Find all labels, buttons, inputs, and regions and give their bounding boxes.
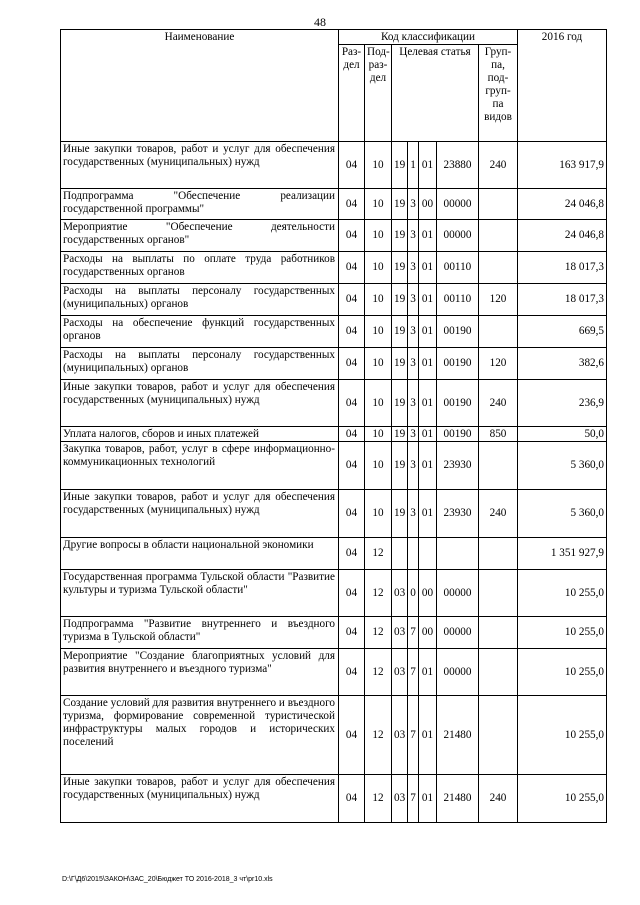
header-year: 2016 год	[518, 30, 607, 142]
row-target-direction: 21480	[437, 696, 479, 775]
row-razdel: 04	[339, 284, 365, 316]
row-target-program: 19	[392, 284, 408, 316]
row-amount: 10 255,0	[518, 570, 607, 617]
row-target-subprogram: 3	[408, 442, 419, 490]
row-target-direction: 00190	[437, 316, 479, 348]
row-name: Мероприятие "Обеспечение деятельности государственных органов"	[61, 220, 339, 252]
table-row	[61, 284, 607, 316]
row-target-subprogram: 7	[408, 617, 419, 649]
row-expense-type	[479, 220, 518, 252]
row-expense-type	[479, 189, 518, 220]
row-razdel: 04	[339, 696, 365, 775]
row-target-program: 19	[392, 490, 408, 538]
row-target-direction: 21480	[437, 775, 479, 823]
row-target-program: 03	[392, 696, 408, 775]
row-target-program: 19	[392, 442, 408, 490]
row-razdel: 04	[339, 427, 365, 442]
table-row	[61, 252, 607, 284]
row-expense-type: 240	[479, 490, 518, 538]
table-row	[61, 617, 607, 649]
row-target-event: 01	[419, 490, 437, 538]
row-expense-type: 240	[479, 380, 518, 427]
file-path-footer: D:\Г\Д6\2015\ЗАКОН\ЗАС_20\Бюджет ТО 2016-2018_3 чт\pr10.xls	[62, 876, 273, 883]
row-target-subprogram: 3	[408, 220, 419, 252]
row-amount: 382,6	[518, 348, 607, 380]
row-target-program: 19	[392, 189, 408, 220]
row-name: Государственная программа Тульской области "Развитие культуры и туризма Тульской области"	[61, 570, 339, 617]
row-target-subprogram: 3	[408, 380, 419, 427]
row-razdel: 04	[339, 189, 365, 220]
row-podrazdel: 10	[365, 442, 392, 490]
row-razdel: 04	[339, 538, 365, 570]
row-amount: 236,9	[518, 380, 607, 427]
row-podrazdel: 10	[365, 380, 392, 427]
table-row	[61, 775, 607, 823]
row-expense-type	[479, 252, 518, 284]
row-name: Закупка товаров, работ, услуг в сфере информационно-коммуникационных технологий	[61, 442, 339, 490]
header-razdel: Раз-дел	[339, 45, 365, 142]
row-name: Иные закупки товаров, работ и услуг для обеспечения государственных (муниципальных) нужд	[61, 142, 339, 189]
row-name: Иные закупки товаров, работ и услуг для обеспечения государственных (муниципальных) нужд	[61, 775, 339, 823]
row-podrazdel: 10	[365, 284, 392, 316]
row-target-direction: 00110	[437, 252, 479, 284]
row-razdel: 04	[339, 142, 365, 189]
row-name: Расходы на выплаты персоналу государственных (муниципальных) органов	[61, 284, 339, 316]
header-target: Целевая статья	[392, 45, 479, 142]
table-row	[61, 649, 607, 696]
row-podrazdel: 10	[365, 220, 392, 252]
row-razdel: 04	[339, 348, 365, 380]
row-expense-type: 240	[479, 775, 518, 823]
row-target-program: 03	[392, 617, 408, 649]
row-name: Подпрограмма "Развитие внутреннего и въездного туризма в Тульской области"	[61, 617, 339, 649]
row-target-direction: 00190	[437, 427, 479, 442]
header-code-group: Код классификации	[339, 30, 518, 45]
row-target-event: 01	[419, 284, 437, 316]
row-name: Мероприятие "Создание благоприятных условий для развития внутреннего и въездного туризма"	[61, 649, 339, 696]
row-razdel: 04	[339, 617, 365, 649]
row-amount: 10 255,0	[518, 775, 607, 823]
row-target-event: 01	[419, 427, 437, 442]
row-amount: 18 017,3	[518, 284, 607, 316]
row-podrazdel: 10	[365, 427, 392, 442]
row-name: Другие вопросы в области национальной экономики	[61, 538, 339, 570]
row-podrazdel: 10	[365, 316, 392, 348]
row-target-event: 01	[419, 348, 437, 380]
row-razdel: 04	[339, 252, 365, 284]
row-target-event: 01	[419, 252, 437, 284]
row-target-subprogram: 3	[408, 252, 419, 284]
row-target-program: 19	[392, 427, 408, 442]
row-name: Расходы на обеспечение функций государственных органов	[61, 316, 339, 348]
row-target-program: 19	[392, 142, 408, 189]
row-name: Расходы на выплаты по оплате труда работников государственных органов	[61, 252, 339, 284]
row-razdel: 04	[339, 570, 365, 617]
row-target-program	[392, 538, 408, 570]
table-row	[61, 570, 607, 617]
row-razdel: 04	[339, 775, 365, 823]
table-row	[61, 316, 607, 348]
row-target-subprogram: 3	[408, 427, 419, 442]
row-target-program: 03	[392, 649, 408, 696]
row-target-program: 03	[392, 570, 408, 617]
row-expense-type: 240	[479, 142, 518, 189]
table-body	[61, 142, 607, 823]
row-razdel: 04	[339, 220, 365, 252]
row-target-direction: 00190	[437, 380, 479, 427]
row-amount: 24 046,8	[518, 189, 607, 220]
row-expense-type	[479, 649, 518, 696]
budget-table	[60, 29, 607, 823]
row-podrazdel: 12	[365, 696, 392, 775]
row-target-program: 19	[392, 220, 408, 252]
row-podrazdel: 12	[365, 617, 392, 649]
row-amount: 10 255,0	[518, 649, 607, 696]
row-name: Создание условий для развития внутреннего и въездного туризма, формирование современной туристической инфраструктуры малых городов и исторических поселений	[61, 696, 339, 775]
row-target-direction: 23880	[437, 142, 479, 189]
row-target-subprogram: 3	[408, 490, 419, 538]
row-target-event: 01	[419, 775, 437, 823]
row-amount: 50,0	[518, 427, 607, 442]
row-podrazdel: 12	[365, 649, 392, 696]
row-target-subprogram	[408, 538, 419, 570]
row-amount: 10 255,0	[518, 617, 607, 649]
row-target-direction: 00000	[437, 570, 479, 617]
row-name: Уплата налогов, сборов и иных платежей	[61, 427, 339, 442]
row-expense-type	[479, 316, 518, 348]
row-target-event	[419, 538, 437, 570]
row-amount: 163 917,9	[518, 142, 607, 189]
table-row	[61, 490, 607, 538]
row-razdel: 04	[339, 316, 365, 348]
row-target-direction: 00000	[437, 220, 479, 252]
row-target-program: 19	[392, 316, 408, 348]
row-name: Иные закупки товаров, работ и услуг для обеспечения государственных (муниципальных) нужд	[61, 490, 339, 538]
row-target-direction: 00000	[437, 649, 479, 696]
row-target-program: 19	[392, 252, 408, 284]
row-target-program: 19	[392, 380, 408, 427]
row-razdel: 04	[339, 380, 365, 427]
row-target-event: 00	[419, 189, 437, 220]
row-target-direction	[437, 538, 479, 570]
row-expense-type	[479, 696, 518, 775]
row-podrazdel: 12	[365, 570, 392, 617]
row-target-direction: 00000	[437, 617, 479, 649]
row-name: Подпрограмма "Обеспечение реализации государственной программы"	[61, 189, 339, 220]
row-name: Расходы на выплаты персоналу государственных (муниципальных) органов	[61, 348, 339, 380]
row-podrazdel: 12	[365, 538, 392, 570]
row-target-event: 00	[419, 570, 437, 617]
row-expense-type: 120	[479, 284, 518, 316]
row-target-direction: 00110	[437, 284, 479, 316]
row-amount: 10 255,0	[518, 696, 607, 775]
row-amount: 1 351 927,9	[518, 538, 607, 570]
row-target-event: 01	[419, 696, 437, 775]
table-row	[61, 442, 607, 490]
row-razdel: 04	[339, 442, 365, 490]
row-amount: 24 046,8	[518, 220, 607, 252]
header-name: Наименование	[61, 30, 339, 142]
table-row	[61, 220, 607, 252]
row-target-event: 01	[419, 316, 437, 348]
row-target-event: 01	[419, 380, 437, 427]
row-target-subprogram: 3	[408, 284, 419, 316]
row-target-subprogram: 3	[408, 189, 419, 220]
row-target-direction: 23930	[437, 490, 479, 538]
row-razdel: 04	[339, 649, 365, 696]
row-target-event: 01	[419, 649, 437, 696]
row-target-subprogram: 3	[408, 316, 419, 348]
table-row	[61, 380, 607, 427]
row-expense-type: 120	[479, 348, 518, 380]
table-row	[61, 142, 607, 189]
row-amount: 5 360,0	[518, 490, 607, 538]
row-target-subprogram: 1	[408, 142, 419, 189]
row-podrazdel: 12	[365, 775, 392, 823]
row-amount: 669,5	[518, 316, 607, 348]
table-row	[61, 427, 607, 442]
table-row	[61, 696, 607, 775]
row-amount: 5 360,0	[518, 442, 607, 490]
row-target-program: 19	[392, 348, 408, 380]
header-podrazdel: Под-раз-дел	[365, 45, 392, 142]
row-target-subprogram: 3	[408, 348, 419, 380]
row-target-direction: 23930	[437, 442, 479, 490]
row-podrazdel: 10	[365, 142, 392, 189]
row-expense-type	[479, 570, 518, 617]
row-amount: 18 017,3	[518, 252, 607, 284]
page-number: 48	[314, 15, 326, 29]
row-target-event: 01	[419, 442, 437, 490]
row-target-direction: 00000	[437, 189, 479, 220]
table-row	[61, 189, 607, 220]
row-expense-type	[479, 538, 518, 570]
row-podrazdel: 10	[365, 490, 392, 538]
row-podrazdel: 10	[365, 189, 392, 220]
row-expense-type: 850	[479, 427, 518, 442]
row-target-direction: 00190	[437, 348, 479, 380]
table-row	[61, 538, 607, 570]
row-target-program: 03	[392, 775, 408, 823]
row-expense-type	[479, 442, 518, 490]
row-target-event: 01	[419, 142, 437, 189]
row-podrazdel: 10	[365, 348, 392, 380]
header-vid: Груп-па, под-груп-па видов	[479, 45, 518, 142]
row-target-event: 01	[419, 220, 437, 252]
row-razdel: 04	[339, 490, 365, 538]
row-name: Иные закупки товаров, работ и услуг для обеспечения государственных (муниципальных) нужд	[61, 380, 339, 427]
row-expense-type	[479, 617, 518, 649]
table-row	[61, 348, 607, 380]
row-podrazdel: 10	[365, 252, 392, 284]
row-target-subprogram: 7	[408, 775, 419, 823]
row-target-subprogram: 0	[408, 570, 419, 617]
row-target-subprogram: 7	[408, 649, 419, 696]
row-target-subprogram: 7	[408, 696, 419, 775]
row-target-event: 00	[419, 617, 437, 649]
